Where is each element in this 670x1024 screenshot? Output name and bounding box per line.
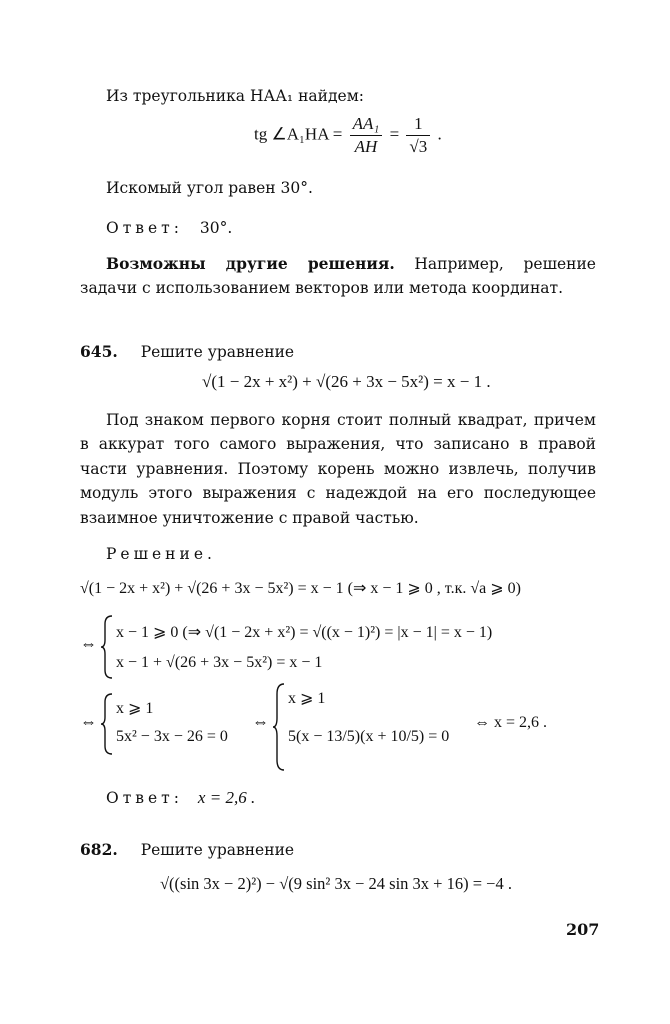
equiv-sign-3: ⇔: [252, 712, 269, 731]
solution-label: Решение.: [106, 545, 216, 563]
fraction-denominator: AH: [354, 137, 378, 156]
equation-682: √((sin 3x − 2)²) − √(9 sin² 3x − 24 sin 3x + 16) = −4 .: [160, 874, 512, 893]
fraction-aa1-ah: [350, 114, 383, 157]
system-1-line-2: x − 1 + √(26 + 3x − 5x²) = x − 1: [116, 654, 323, 671]
problem-682-header: [80, 838, 294, 862]
answer-label: Ответ:: [106, 219, 183, 237]
fraction-numerator: 1: [406, 114, 430, 136]
formula-end: .: [437, 124, 442, 144]
answer-value: 30°.: [199, 219, 233, 237]
equiv-sign-1: ⇔: [80, 634, 97, 653]
angle-text: Искомый угол равен 30°.: [106, 179, 313, 197]
problem-number: 682.: [80, 840, 118, 859]
other-solutions-paragraph: [80, 252, 596, 301]
problem-645-header: [80, 340, 294, 364]
system-3-result: ⇔ x = 2,6 .: [474, 714, 548, 731]
other-solutions-text: Например, решение задачи с использованием векторов или метода координат.: [80, 255, 596, 298]
formula-tg-lhs: tg ∠A₁HA =: [254, 124, 343, 144]
triangle-text: Из треугольника НАА₁ найдем:: [106, 87, 364, 105]
system-3-line-2: 5(x − 13/5)(x + 10/5) = 0: [288, 728, 450, 745]
brace-system-1: [100, 614, 114, 680]
other-solutions-heading: Возможны другие решения.: [106, 254, 395, 273]
answer-1: [106, 216, 232, 240]
fraction-1-sqrt3: [406, 114, 430, 157]
fraction-denominator: √3: [409, 137, 428, 156]
formula-tg: tg ∠A₁HA = $\frac{\text{AA₁}}{AH}$ = $\frac{1}{√3}$ .: [254, 114, 442, 156]
problem-title: Решите уравнение: [140, 841, 295, 859]
problem-title: Решите уравнение: [140, 343, 295, 361]
system-3-line-1: x ⩾ 1: [288, 690, 326, 707]
hint-paragraph: Под знаком первого корня стоит полный квадрат, причем в аккурат того самого выражения, что записано в правой части уравнения. Поэтому корень можно извлечь, получив модуль этого выражения с надеждой на его последующее взаимное уничтожение с правой частью.: [80, 411, 596, 527]
brace-system-2: [100, 692, 114, 756]
equation-645: √(1 − 2x + x²) + √(26 + 3x − 5x²) = x − 1 .: [202, 372, 491, 391]
equiv-sign-2: ⇔: [80, 712, 97, 731]
system-2-line-1: x ⩾ 1: [116, 700, 154, 717]
system-1-line-1: x − 1 ⩾ 0 (⇒ √(1 − 2x + x²) = √((x − 1)²) = |x − 1| = x − 1): [116, 624, 493, 641]
answer-2: [106, 786, 255, 810]
problem-number: 645.: [80, 342, 118, 361]
solution-line-1: √(1 − 2x + x²) + √(26 + 3x − 5x²) = x − 1 (⇒ x − 1 ⩾ 0 , т.к. √a ⩾ 0): [80, 580, 521, 597]
paragraph-triangle: [106, 84, 364, 108]
fraction-numerator: AA₁: [350, 114, 383, 136]
answer-label: Ответ:: [106, 789, 183, 807]
page-number: 207: [566, 920, 600, 939]
brace-system-3: [272, 682, 286, 772]
system-2-line-2: 5x² − 3x − 26 = 0: [116, 728, 228, 745]
answer-value: x = 2,6 .: [197, 788, 256, 807]
